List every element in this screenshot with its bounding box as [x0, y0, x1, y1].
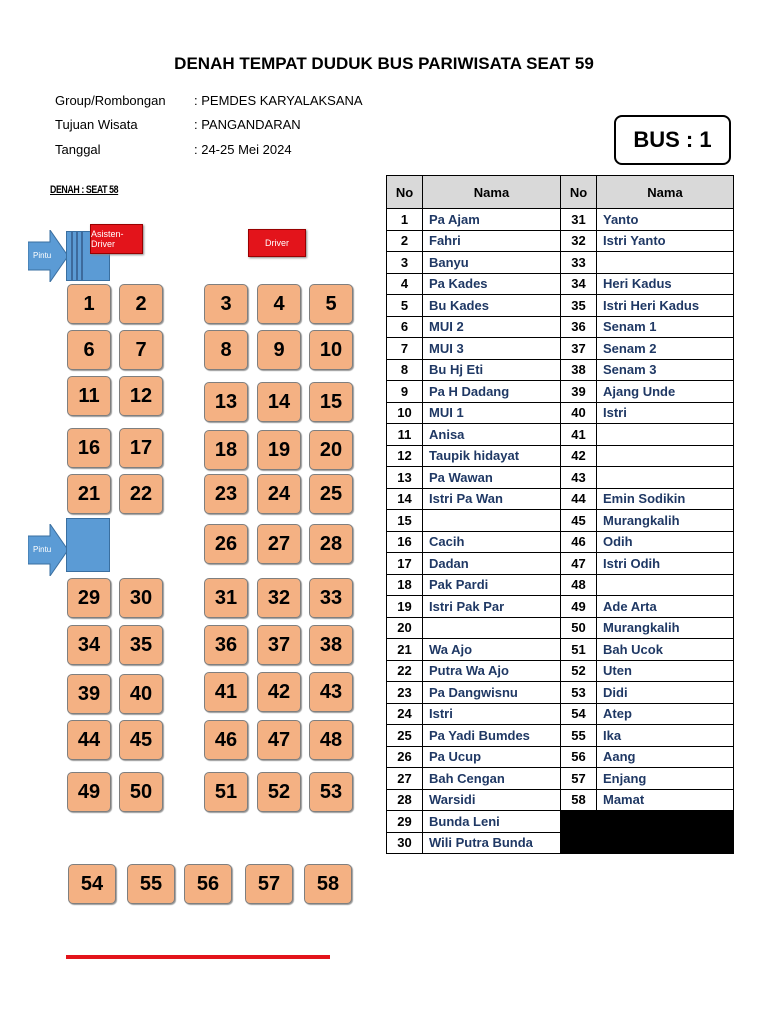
row-nama: Dadan: [423, 553, 561, 575]
row-nama: Uten: [597, 660, 734, 682]
row-no: 6: [387, 316, 423, 338]
row-nama: Bu Kades: [423, 295, 561, 317]
row-nama: Enjang: [597, 768, 734, 790]
row-no: 3: [387, 252, 423, 274]
row-no: 51: [561, 639, 597, 661]
row-nama: Odih: [597, 531, 734, 553]
row-nama: [597, 424, 734, 446]
seat-52: 52: [257, 772, 301, 812]
table-row: [387, 682, 734, 704]
seat-36: 36: [204, 625, 248, 665]
row-nama: Wili Putra Bunda: [423, 832, 561, 854]
info-label-tanggal: Tanggal: [55, 142, 101, 157]
seat-29: 29: [67, 578, 111, 618]
seat-37: 37: [257, 625, 301, 665]
row-nama: Istri Pa Wan: [423, 488, 561, 510]
table-header-row: [387, 176, 734, 209]
blank-cell: [561, 832, 734, 854]
seat-50: 50: [119, 772, 163, 812]
row-nama: Anisa: [423, 424, 561, 446]
divider-line: [66, 955, 330, 959]
table-row: [387, 359, 734, 381]
row-nama: [597, 252, 734, 274]
info-value-group: : PEMDES KARYALAKSANA: [194, 93, 363, 108]
table-row: [387, 209, 734, 231]
row-nama: [423, 510, 561, 532]
table-row: [387, 660, 734, 682]
row-no: 32: [561, 230, 597, 252]
row-no: 5: [387, 295, 423, 317]
row-nama: Istri: [423, 703, 561, 725]
row-nama: Putra Wa Ajo: [423, 660, 561, 682]
seat-43: 43: [309, 672, 353, 712]
row-no: 25: [387, 725, 423, 747]
seat-2: 2: [119, 284, 163, 324]
seat-32: 32: [257, 578, 301, 618]
seat-49: 49: [67, 772, 111, 812]
seat-58: 58: [304, 864, 352, 904]
table-row: [387, 252, 734, 274]
door-label-front: Pintu: [33, 251, 52, 260]
seat-24: 24: [257, 474, 301, 514]
seat-56: 56: [184, 864, 232, 904]
row-no: 43: [561, 467, 597, 489]
table-row: [387, 574, 734, 596]
row-nama: MUI 3: [423, 338, 561, 360]
row-no: 38: [561, 359, 597, 381]
table-row: [387, 725, 734, 747]
table-row: [387, 445, 734, 467]
seat-22: 22: [119, 474, 163, 514]
row-nama: Didi: [597, 682, 734, 704]
row-nama: Pa Wawan: [423, 467, 561, 489]
row-nama: Murangkalih: [597, 617, 734, 639]
seat-15: 15: [309, 382, 353, 422]
seat-44: 44: [67, 720, 111, 760]
row-no: 4: [387, 273, 423, 295]
row-nama: Senam 2: [597, 338, 734, 360]
row-no: 7: [387, 338, 423, 360]
row-no: 9: [387, 381, 423, 403]
table-row: [387, 488, 734, 510]
row-no: 22: [387, 660, 423, 682]
row-nama: Senam 3: [597, 359, 734, 381]
row-nama: MUI 1: [423, 402, 561, 424]
row-nama: Ade Arta: [597, 596, 734, 618]
row-no: 52: [561, 660, 597, 682]
seat-14: 14: [257, 382, 301, 422]
row-no: 12: [387, 445, 423, 467]
seat-47: 47: [257, 720, 301, 760]
row-nama: Istri Odih: [597, 553, 734, 575]
row-nama: Atep: [597, 703, 734, 725]
row-no: 30: [387, 832, 423, 854]
row-no: 28: [387, 789, 423, 811]
seat-42: 42: [257, 672, 301, 712]
table-row: [387, 703, 734, 725]
row-no: 24: [387, 703, 423, 725]
seat-26: 26: [204, 524, 248, 564]
row-no: 58: [561, 789, 597, 811]
row-nama: Warsidi: [423, 789, 561, 811]
row-nama: MUI 2: [423, 316, 561, 338]
row-nama: Aang: [597, 746, 734, 768]
row-nama: Pa Ucup: [423, 746, 561, 768]
row-nama: Mamat: [597, 789, 734, 811]
table-row: [387, 510, 734, 532]
row-no: 11: [387, 424, 423, 446]
seat-1: 1: [67, 284, 111, 324]
row-nama: Istri: [597, 402, 734, 424]
assistant-driver-seat: Asisten-Driver: [90, 224, 143, 254]
table-row: [387, 402, 734, 424]
seat-40: 40: [119, 674, 163, 714]
row-nama: Istri Pak Par: [423, 596, 561, 618]
seat-53: 53: [309, 772, 353, 812]
row-no: 17: [387, 553, 423, 575]
row-no: 41: [561, 424, 597, 446]
seat-21: 21: [67, 474, 111, 514]
row-no: 54: [561, 703, 597, 725]
seat-34: 34: [67, 625, 111, 665]
row-no: 49: [561, 596, 597, 618]
row-nama: Emin Sodikin: [597, 488, 734, 510]
seat-3: 3: [204, 284, 248, 324]
row-no: 2: [387, 230, 423, 252]
row-nama: Pak Pardi: [423, 574, 561, 596]
row-nama: [597, 467, 734, 489]
row-no: 31: [561, 209, 597, 231]
seat-57: 57: [245, 864, 293, 904]
blank-cell: [561, 811, 734, 833]
row-nama: Pa Ajam: [423, 209, 561, 231]
seat-6: 6: [67, 330, 111, 370]
row-no: 29: [387, 811, 423, 833]
row-nama: Taupik hidayat: [423, 445, 561, 467]
seat-20: 20: [309, 430, 353, 470]
table-row: [387, 832, 734, 854]
middle-door-block: [66, 518, 110, 572]
row-no: 27: [387, 768, 423, 790]
row-nama: Murangkalih: [597, 510, 734, 532]
row-no: 37: [561, 338, 597, 360]
table-row: [387, 316, 734, 338]
table-row: [387, 295, 734, 317]
row-nama: Pa Yadi Bumdes: [423, 725, 561, 747]
row-nama: Cacih: [423, 531, 561, 553]
seat-51: 51: [204, 772, 248, 812]
row-no: 48: [561, 574, 597, 596]
row-nama: Ika: [597, 725, 734, 747]
info-label-tujuan: Tujuan Wisata: [55, 117, 138, 132]
table-row: [387, 381, 734, 403]
seat-46: 46: [204, 720, 248, 760]
info-value-tanggal: : 24-25 Mei 2024: [194, 142, 292, 157]
seat-35: 35: [119, 625, 163, 665]
row-nama: Istri Yanto: [597, 230, 734, 252]
table-row: [387, 424, 734, 446]
row-nama: Bah Cengan: [423, 768, 561, 790]
bus-label: BUS : 1: [614, 115, 731, 165]
row-nama: [597, 574, 734, 596]
seat-18: 18: [204, 430, 248, 470]
row-no: 23: [387, 682, 423, 704]
row-no: 19: [387, 596, 423, 618]
seat-27: 27: [257, 524, 301, 564]
seat-9: 9: [257, 330, 301, 370]
row-no: 46: [561, 531, 597, 553]
seat-17: 17: [119, 428, 163, 468]
row-no: 44: [561, 488, 597, 510]
seat-23: 23: [204, 474, 248, 514]
row-nama: Pa H Dadang: [423, 381, 561, 403]
row-nama: Istri Heri Kadus: [597, 295, 734, 317]
row-no: 13: [387, 467, 423, 489]
row-no: 26: [387, 746, 423, 768]
seat-25: 25: [309, 474, 353, 514]
row-nama: [597, 445, 734, 467]
header-nama-left: Nama: [423, 176, 561, 209]
row-nama: Pa Dangwisnu: [423, 682, 561, 704]
row-no: 57: [561, 768, 597, 790]
info-value-tujuan: : PANGANDARAN: [194, 117, 301, 132]
seat-7: 7: [119, 330, 163, 370]
row-nama: Ajang Unde: [597, 381, 734, 403]
row-no: 35: [561, 295, 597, 317]
row-no: 15: [387, 510, 423, 532]
row-no: 20: [387, 617, 423, 639]
table-row: [387, 553, 734, 575]
seat-48: 48: [309, 720, 353, 760]
row-nama: Bu Hj Eti: [423, 359, 561, 381]
row-no: 53: [561, 682, 597, 704]
seat-39: 39: [67, 674, 111, 714]
seat-33: 33: [309, 578, 353, 618]
seat-45: 45: [119, 720, 163, 760]
table-row: [387, 617, 734, 639]
row-nama: Bunda Leni: [423, 811, 561, 833]
table-row: [387, 768, 734, 790]
seat-16: 16: [67, 428, 111, 468]
seat-13: 13: [204, 382, 248, 422]
header-no-right: No: [561, 176, 597, 209]
table-row: [387, 811, 734, 833]
row-nama: Fahri: [423, 230, 561, 252]
row-no: 50: [561, 617, 597, 639]
row-nama: Bah Ucok: [597, 639, 734, 661]
seat-30: 30: [119, 578, 163, 618]
row-no: 8: [387, 359, 423, 381]
page-title: DENAH TEMPAT DUDUK BUS PARIWISATA SEAT 59: [174, 54, 594, 73]
seat-12: 12: [119, 376, 163, 416]
row-no: 18: [387, 574, 423, 596]
row-no: 40: [561, 402, 597, 424]
row-no: 42: [561, 445, 597, 467]
row-no: 10: [387, 402, 423, 424]
row-no: 1: [387, 209, 423, 231]
row-no: 36: [561, 316, 597, 338]
seat-31: 31: [204, 578, 248, 618]
table-row: [387, 789, 734, 811]
row-no: 39: [561, 381, 597, 403]
seat-10: 10: [309, 330, 353, 370]
table-row: [387, 338, 734, 360]
table-row: [387, 746, 734, 768]
seat-55: 55: [127, 864, 175, 904]
table-row: [387, 467, 734, 489]
row-no: 47: [561, 553, 597, 575]
row-no: 33: [561, 252, 597, 274]
row-nama: Wa Ajo: [423, 639, 561, 661]
row-no: 55: [561, 725, 597, 747]
row-no: 34: [561, 273, 597, 295]
table-row: [387, 273, 734, 295]
seat-4: 4: [257, 284, 301, 324]
table-row: [387, 639, 734, 661]
row-no: 21: [387, 639, 423, 661]
seat-38: 38: [309, 625, 353, 665]
seat-8: 8: [204, 330, 248, 370]
row-nama: Yanto: [597, 209, 734, 231]
info-label-group: Group/Rombongan: [55, 93, 166, 108]
header-no-left: No: [387, 176, 423, 209]
driver-seat: Driver: [248, 229, 306, 257]
row-no: 45: [561, 510, 597, 532]
seat-11: 11: [67, 376, 111, 416]
table-row: [387, 596, 734, 618]
passenger-table: [386, 175, 734, 854]
row-nama: Senam 1: [597, 316, 734, 338]
row-nama: [423, 617, 561, 639]
header-nama-right: Nama: [597, 176, 734, 209]
row-no: 14: [387, 488, 423, 510]
row-nama: Pa Kades: [423, 273, 561, 295]
denah-label: DENAH : SEAT 58: [50, 184, 119, 196]
table-row: [387, 531, 734, 553]
seat-5: 5: [309, 284, 353, 324]
row-nama: Banyu: [423, 252, 561, 274]
row-no: 56: [561, 746, 597, 768]
seat-41: 41: [204, 672, 248, 712]
seat-54: 54: [68, 864, 116, 904]
row-no: 16: [387, 531, 423, 553]
row-nama: Heri Kadus: [597, 273, 734, 295]
seat-28: 28: [309, 524, 353, 564]
door-label-middle: Pintu: [33, 545, 52, 554]
table-row: [387, 230, 734, 252]
seat-19: 19: [257, 430, 301, 470]
